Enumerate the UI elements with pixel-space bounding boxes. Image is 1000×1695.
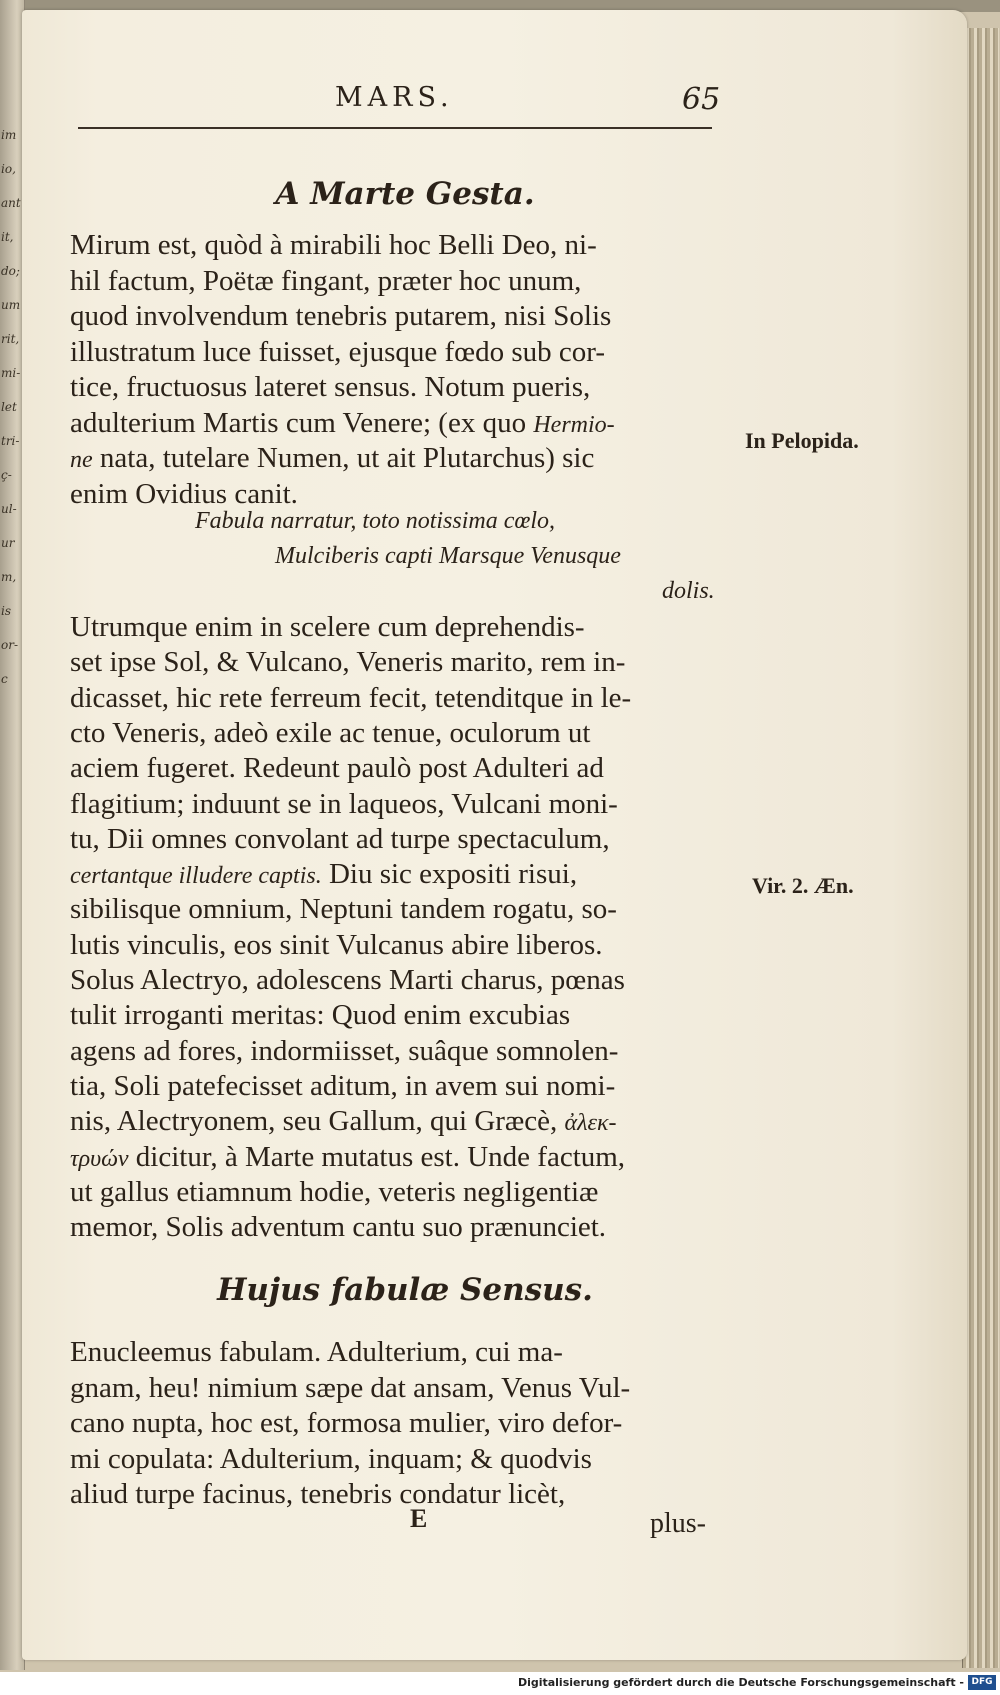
catchword: plus-	[650, 1508, 706, 1539]
section-title: A Marte Gesta.	[275, 176, 535, 212]
text-run: enim Ovidius canit.	[70, 477, 298, 510]
previous-page-fragment: is	[1, 604, 11, 618]
text-line	[70, 1335, 730, 1369]
previous-page-fragment: ul-	[1, 502, 17, 516]
header-rule	[78, 127, 712, 129]
text-line	[70, 299, 730, 333]
text-run: memor, Solis adventum cantu suo prænunciet.	[70, 1211, 607, 1244]
text-line	[70, 822, 730, 856]
previous-page-fragment: m,	[1, 570, 17, 584]
previous-page-fragment: im	[1, 128, 17, 142]
italic-run: ne	[70, 447, 93, 473]
previous-page-fragment: um	[1, 298, 21, 312]
text-run: tia, Soli patefecisset aditum, in avem sui nomi-	[70, 1069, 616, 1102]
text-run: Enucleemus fabulam. Adulterium, cui ma-	[70, 1336, 563, 1368]
previous-page-fragment: rit,	[1, 332, 20, 346]
previous-page-fragment: io,	[1, 162, 16, 176]
text-run: sibilisque omnium, Neptuni tandem rogatu, so-	[70, 893, 617, 926]
text-run: Solus Alectryo, adolescens Marti charus, pœnas	[70, 964, 625, 996]
text-run: aciem fugeret. Redeunt paulò post Adulteri ad	[70, 752, 604, 785]
text-run: Diu sic expositi risui,	[321, 858, 578, 891]
text-run: quod involvendum tenebris putarem, nisi Solis	[70, 300, 612, 332]
text-run: cano nupta, hoc est, formosa mulier, viro defor-	[70, 1407, 623, 1439]
text-line	[70, 1210, 730, 1244]
page-number: 65	[682, 82, 721, 117]
text-line	[70, 681, 730, 715]
previous-page-fragment: or-	[1, 638, 19, 652]
text-line	[70, 857, 730, 893]
text-line	[70, 1034, 730, 1068]
previous-page-fragment: mi-	[1, 366, 21, 380]
italic-run: Hermio-	[533, 411, 615, 438]
text-run: mi copulata: Adulterium, inquam; & quodvis	[70, 1442, 592, 1475]
text-line	[70, 1371, 730, 1405]
text-line	[70, 441, 730, 477]
margin-note-pelopida: In Pelopida.	[745, 428, 859, 453]
text-run: dicitur, à Marte mutatus est. Unde factum,	[128, 1140, 626, 1173]
text-line	[70, 1104, 730, 1140]
signature-mark: E	[410, 1504, 428, 1533]
margin-note-virgil: Vir. 2. Æn.	[752, 873, 854, 898]
text-run: nis, Alectryonem, seu Gallum, qui Græcè,	[70, 1105, 565, 1138]
text-line	[70, 370, 730, 404]
italic-run: ἀλεκ-	[564, 1110, 617, 1137]
previous-page-fragment: do;	[1, 264, 20, 278]
text-run: Mirum est, quòd à mirabili hoc Belli Deo, ni-	[70, 229, 597, 261]
verse-line: Mulciberis capti Marsque Venusque	[275, 543, 621, 569]
verse-line: dolis.	[662, 578, 715, 604]
text-run: hil factum, Poëtæ fingant, præter hoc unum,	[70, 264, 582, 297]
text-line	[70, 716, 730, 750]
text-line	[70, 998, 730, 1032]
italic-run: τρυών	[70, 1145, 129, 1172]
text-line	[70, 963, 730, 997]
text-line	[70, 264, 730, 298]
text-line	[70, 1140, 730, 1176]
text-run: tice, fructuosus lateret sensus. Notum pueris,	[70, 371, 591, 403]
text-run: flagitium; induunt se in laqueos, Vulcani moni-	[70, 787, 618, 820]
text-run: set ipse Sol, & Vulcano, Veneris marito, rem in-	[70, 646, 626, 679]
text-line	[70, 787, 730, 821]
verse-line: Fabula narratur, toto notissima cœlo,	[195, 508, 556, 534]
text-line	[70, 477, 730, 511]
text-run: tu, Dii omnes convolant ad turpe spectaculum,	[70, 822, 610, 855]
text-run: dicasset, hic rete ferreum fecit, tetenditque in le-	[70, 681, 632, 714]
text-line	[70, 892, 730, 926]
text-run: Utrumque enim in scelere cum deprehendis-	[70, 611, 585, 643]
text-run: gnam, heu! nimium sæpe dat ansam, Venus Vul-	[70, 1371, 631, 1404]
text-line	[70, 406, 730, 442]
text-run: agens ad fores, indormiisset, suâque somnolen-	[70, 1034, 619, 1067]
text-run: illustratum luce fuisset, ejusque fœdo sub cor-	[70, 335, 605, 368]
text-run: nata, tutelare Numen, ut ait Plutarchus) sic	[92, 442, 595, 474]
section-title-2: Hujus fabulæ Sensus.	[217, 1272, 593, 1308]
text-line	[70, 335, 730, 369]
text-run: aliud turpe facinus, tenebris condatur licèt,	[70, 1478, 566, 1510]
text-line	[70, 928, 730, 962]
text-line	[70, 751, 730, 785]
text-run: adulterium Martis cum Venere; (ex quo	[70, 406, 534, 439]
text-line	[70, 1477, 730, 1511]
text-line	[70, 645, 730, 679]
text-run: tulit irroganti meritas: Quod enim excubias	[70, 999, 571, 1032]
text-line	[70, 1406, 730, 1440]
text-line	[70, 610, 730, 644]
previous-page-fragment: ant	[1, 196, 21, 210]
text-line	[70, 1069, 730, 1103]
previous-page-fragment: let	[1, 400, 17, 414]
italic-run: certantque illudere captis.	[70, 863, 322, 890]
footer-credit: Digitalisierung gefördert durch die Deutsche Forschungsgemeinschaft -	[517, 1676, 964, 1689]
text-line	[70, 1442, 730, 1476]
previous-page-fragment: it,	[1, 230, 14, 244]
previous-page-fragment: ç-	[1, 468, 12, 482]
page-edges	[962, 28, 999, 1668]
dfg-logo: DFG	[968, 1675, 996, 1690]
previous-page-fragment: tri-	[1, 434, 20, 448]
text-run: ut gallus etiamnum hodie, veteris negligentiæ	[70, 1175, 599, 1208]
text-run: lutis vinculis, eos sinit Vulcanus abire liberos.	[70, 928, 603, 961]
text-run: cto Veneris, adeò exile ac tenue, oculorum ut	[70, 716, 591, 749]
previous-page-fragment: c	[1, 672, 8, 686]
previous-page-fragment: ur	[1, 536, 15, 550]
text-line	[70, 228, 730, 262]
text-line	[70, 1175, 730, 1209]
running-head: MARS.	[335, 82, 454, 113]
